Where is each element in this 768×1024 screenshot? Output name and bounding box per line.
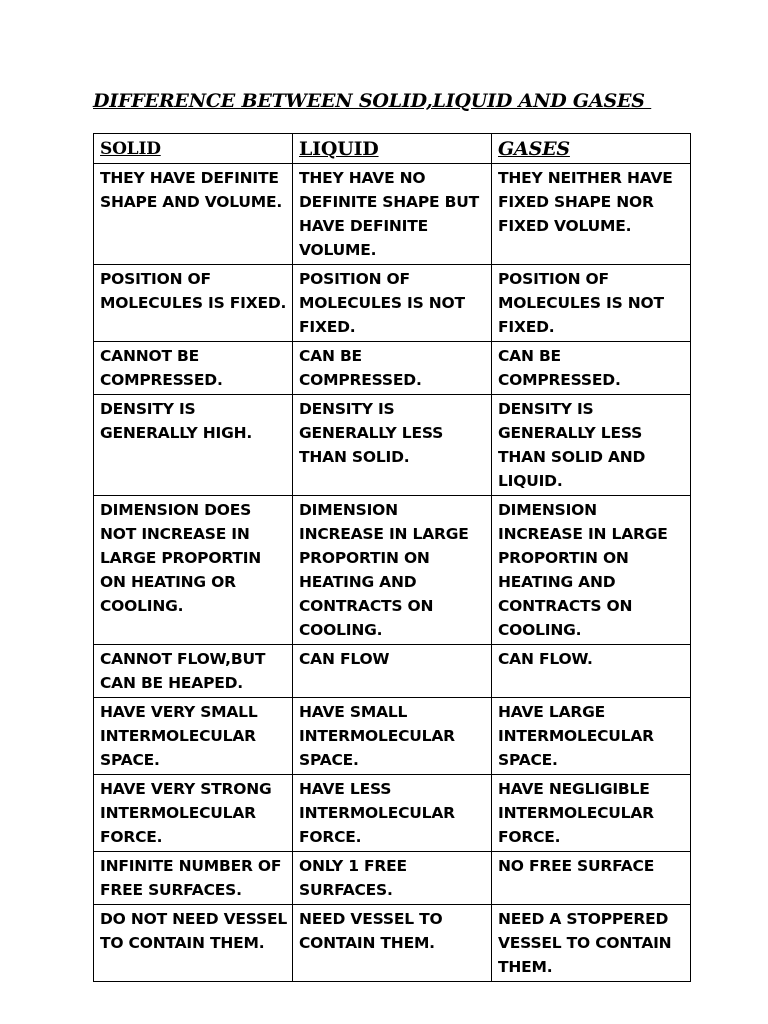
cell-liquid: DIMENSION INCREASE IN LARGE PROPORTIN ON HEATING AND CONTRACTS ON COOLING.	[293, 496, 492, 645]
cell-gases: NEED A STOPPERED VESSEL TO CONTAIN THEM.	[492, 905, 691, 982]
cell-liquid: THEY HAVE NO DEFINITE SHAPE BUT HAVE DEFINITE VOLUME.	[293, 164, 492, 265]
cell-gases: NO FREE SURFACE	[492, 852, 691, 905]
cell-gases: DIMENSION INCREASE IN LARGE PROPORTIN ON HEATING AND CONTRACTS ON COOLING.	[492, 496, 691, 645]
cell-liquid: HAVE LESS INTERMOLECULAR FORCE.	[293, 775, 492, 852]
cell-gases: HAVE NEGLIGIBLE INTERMOLECULAR FORCE.	[492, 775, 691, 852]
cell-liquid: HAVE SMALL INTERMOLECULAR SPACE.	[293, 698, 492, 775]
cell-gases: THEY NEITHER HAVE FIXED SHAPE NOR FIXED VOLUME.	[492, 164, 691, 265]
cell-solid: DENSITY IS GENERALLY HIGH.	[94, 395, 293, 496]
comparison-table	[93, 133, 691, 982]
cell-solid: HAVE VERY SMALL INTERMOLECULAR SPACE.	[94, 698, 293, 775]
table-row	[94, 645, 691, 698]
cell-gases: CAN BE COMPRESSED.	[492, 342, 691, 395]
table-row	[94, 395, 691, 496]
cell-gases: DENSITY IS GENERALLY LESS THAN SOLID AND LIQUID.	[492, 395, 691, 496]
cell-liquid: POSITION OF MOLECULES IS NOT FIXED.	[293, 265, 492, 342]
table-row	[94, 342, 691, 395]
document-title: DIFFERENCE BETWEEN SOLID,LIQUID AND GASES	[93, 90, 652, 112]
cell-solid: POSITION OF MOLECULES IS FIXED.	[94, 265, 293, 342]
table-row	[94, 698, 691, 775]
cell-solid: INFINITE NUMBER OF FREE SURFACES.	[94, 852, 293, 905]
cell-liquid: CAN FLOW	[293, 645, 492, 698]
cell-solid: CANNOT BE COMPRESSED.	[94, 342, 293, 395]
cell-solid: CANNOT FLOW,BUT CAN BE HEAPED.	[94, 645, 293, 698]
cell-liquid: NEED VESSEL TO CONTAIN THEM.	[293, 905, 492, 982]
cell-liquid: CAN BE COMPRESSED.	[293, 342, 492, 395]
table-row	[94, 164, 691, 265]
table-row	[94, 775, 691, 852]
header-solid: SOLID	[94, 134, 293, 164]
table-row	[94, 496, 691, 645]
table-row	[94, 265, 691, 342]
cell-gases: CAN FLOW.	[492, 645, 691, 698]
cell-solid: HAVE VERY STRONG INTERMOLECULAR FORCE.	[94, 775, 293, 852]
table-row	[94, 905, 691, 982]
table-header-row	[94, 134, 691, 164]
table-row	[94, 852, 691, 905]
cell-solid: THEY HAVE DEFINITE SHAPE AND VOLUME.	[94, 164, 293, 265]
header-gases: GASES	[492, 134, 691, 164]
cell-liquid: ONLY 1 FREE SURFACES.	[293, 852, 492, 905]
header-liquid: LIQUID	[293, 134, 492, 164]
cell-solid: DO NOT NEED VESSEL TO CONTAIN THEM.	[94, 905, 293, 982]
cell-gases: HAVE LARGE INTERMOLECULAR SPACE.	[492, 698, 691, 775]
cell-gases: POSITION OF MOLECULES IS NOT FIXED.	[492, 265, 691, 342]
cell-liquid: DENSITY IS GENERALLY LESS THAN SOLID.	[293, 395, 492, 496]
cell-solid: DIMENSION DOES NOT INCREASE IN LARGE PROPORTIN ON HEATING OR COOLING.	[94, 496, 293, 645]
